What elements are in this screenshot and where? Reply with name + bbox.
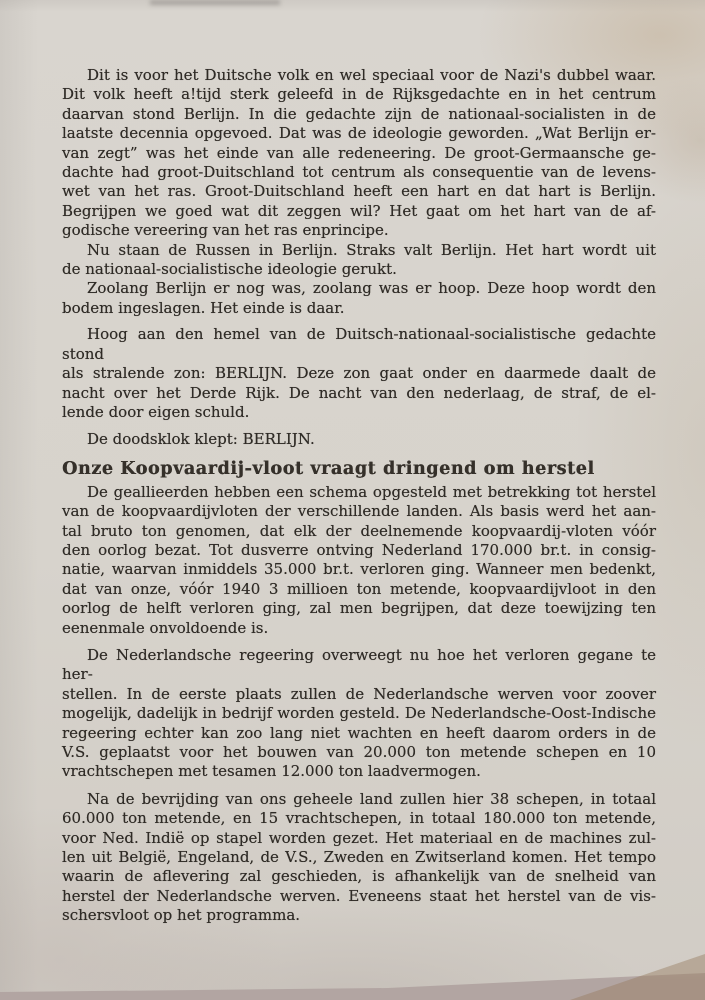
text-line: Hoog aan den hemel van de Duitsch-nationaal-socialistische gedachte stond — [62, 325, 656, 363]
text-line: V.S. geplaatst voor het bouwen van 20.000 ton metende schepen en 10 — [62, 743, 656, 761]
text-line: schersvloot op het programma. — [62, 906, 301, 925]
text-line: De Nederlandsche regeering overweegt nu hoe het verloren gegane te her- — [62, 645, 656, 684]
paragraph — [62, 66, 656, 241]
paragraph — [62, 279, 656, 318]
text-line: 60.000 ton metende, en 15 vrachtschepen, in totaal 180.000 ton metende, — [62, 809, 656, 828]
text-line: waarin de aflevering zal geschieden, is afhankelijk van de snelheid van — [62, 867, 656, 886]
text-line: De geallieerden hebben een schema opgesteld met betrekking tot herstel — [87, 482, 656, 501]
text-line: mogelijk, dadelijk in bedrijf worden gesteld. De Nederlandsche-Oost-Indische — [62, 704, 656, 723]
text-line: daarvan stond Berlijn. In die gedachte zijn de nationaal-socialisten in de — [62, 104, 656, 123]
text-line: Na de bevrijding van ons geheele land zullen hier 38 schepen, in totaal — [87, 789, 656, 808]
paragraph — [62, 241, 656, 280]
paragraph — [62, 646, 656, 782]
text-line: Begrijpen we goed wat dit zeggen wil? Het gaat om het hart van de af- — [62, 201, 656, 220]
paragraph — [62, 430, 656, 449]
text-line: voor Ned. Indië op stapel worden gezet. Het materiaal en de machines zul- — [62, 828, 656, 847]
text-line: nacht over het Derde Rijk. De nacht van den nederlaag, de straf, de el- — [62, 383, 656, 402]
scan-smudge — [150, 0, 280, 5]
text-line: de nationaal-socialistische ideologie gerukt. — [62, 260, 397, 279]
paragraph — [62, 483, 656, 638]
text-line: Nu staan de Russen in Berlijn. Straks valt Berlijn. Het hart wordt uit — [87, 240, 656, 259]
text-line: eenenmale onvoldoende is. — [62, 618, 269, 637]
text-line: laatste decennia opgevoed. Dat was de ideologie geworden. „Wat Berlijn er- — [62, 124, 656, 143]
text-line: vrachtschepen met tesamen 12.000 ton laadvermogen. — [62, 762, 481, 781]
text-line: bodem ingeslagen. Het einde is daar. — [62, 298, 345, 317]
text-line: van de koopvaardijvloten der verschillende landen. Als basis werd het aan- — [62, 502, 656, 521]
text-line: als stralende zon: BERLIJN. Deze zon gaat onder en daarmede daalt de — [62, 364, 656, 383]
text-line: regeering echter kan zoo lang niet wachten en heeft daarom orders in de — [62, 723, 656, 742]
text-line: lende door eigen schuld. — [62, 402, 250, 421]
document-text — [62, 66, 656, 926]
paragraph — [62, 790, 656, 926]
text-line: wet van het ras. Groot-Duitschland heeft een hart en dat hart is Berlijn. — [62, 182, 656, 201]
text-line: natie, waarvan inmiddels 35.000 br.t. verloren ging. Wanneer men bedenkt, — [62, 560, 656, 579]
text-line: stellen. In de eerste plaats zullen de Nederlandsche werven voor zoover — [62, 684, 656, 703]
text-line: dachte had groot-Duitschland tot centrum als consequentie van de levens- — [62, 163, 656, 182]
text-line: len uit België, Engeland, de V.S., Zweden en Zwitserland komen. Het tempo — [62, 848, 656, 867]
text-line: Dit is voor het Duitsche volk en wel speciaal voor de Nazi's dubbel waar. — [87, 66, 656, 84]
text-line: De doodsklok klept: BERLIJN. — [87, 430, 315, 449]
text-line: Zoolang Berlijn er nog was, zoolang was er hoop. Deze hoop wordt den — [87, 279, 656, 298]
text-line: tal bruto ton genomen, dat elk der deelnemende koopvaardij-vloten vóór — [62, 521, 656, 540]
text-line: oorlog de helft verloren ging, zal men begrijpen, dat deze toewijzing ten — [62, 599, 656, 618]
section-heading: Onze Koopvaardij-vloot vraagt dringend om herstel — [62, 458, 595, 479]
paragraph — [62, 325, 656, 422]
text-line: van zegt” was het einde van alle redeneering. De groot-Germaansche ge- — [62, 143, 656, 162]
text-line: dat van onze, vóór 1940 3 millioen ton metende, koopvaardijvloot in den — [62, 579, 656, 598]
text-line: den oorlog bezat. Tot dusverre ontving Nederland 170.000 br.t. in consig- — [62, 540, 656, 559]
text-line: godische vereering van het ras enprincipe. — [62, 221, 389, 240]
text-line: Dit volk heeft a!tijd sterk geleefd in de Rijksgedachte en in het centrum — [62, 85, 656, 104]
text-line: herstel der Nederlandsche werven. Eveneens staat het herstel van de vis- — [62, 886, 656, 905]
